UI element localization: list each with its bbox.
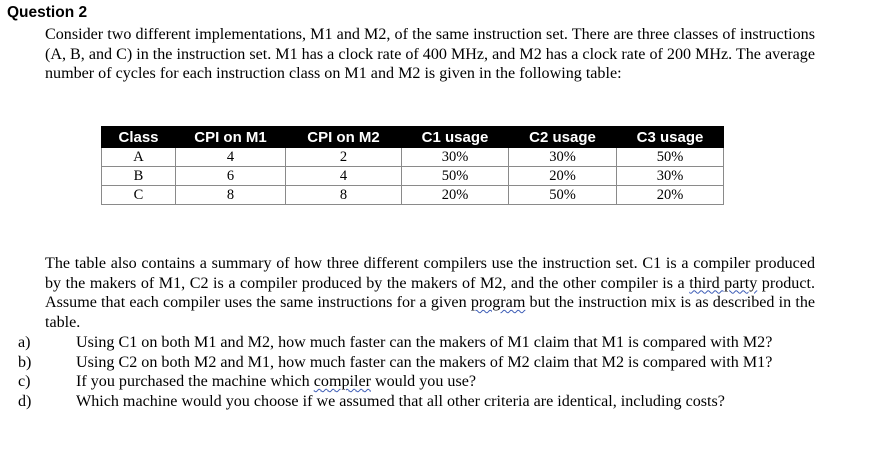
item-text: Using C1 on both M1 and M2, how much faster can the makers of M1 claim that M1 is compared with M2? (76, 334, 773, 351)
table-cell: 20% (402, 186, 509, 205)
table-cell: 2 (286, 148, 402, 167)
table-cell: 8 (176, 186, 286, 205)
item-text: Which machine would you choose if we assumed that all other criteria are identical, including costs? (76, 392, 725, 410)
summary-text: product. Assume that each compiler uses the same instructions for a given (45, 274, 815, 311)
intro-paragraph: Consider two different implementations, M1 and M2, of the same instruction set. There are three classes of instructions (A, B, and C) in the instruction set. M1 has a clock rate of 400 MHz, and M2 has a clock rate of 200 MHz. The average number of cycles for each instruction class on M1 and M2 is given in the following table: (45, 26, 815, 82)
summary-text: The table also contains a summary of how three different compilers use the instruction set. C1 is a compiler produced by the makers of M1, C2 is a compiler produced by the makers of M2, and the other compiler is a (45, 255, 815, 292)
table-row (102, 186, 724, 205)
spellcheck-flagged-text[interactable]: compiler (313, 373, 371, 390)
summary-text: but the instruction mix is as described in the table. (45, 294, 816, 331)
table-cell: 6 (176, 167, 286, 186)
table-cell: 30% (509, 148, 617, 167)
item-label: b) (18, 353, 32, 371)
item-text-part: would you use? (370, 373, 476, 390)
list-item (18, 333, 818, 353)
cpi-usage-table (101, 126, 724, 205)
table-cell: 30% (617, 167, 724, 186)
table-row (102, 167, 724, 186)
list-item (18, 392, 818, 412)
item-text-part: If you purchased the machine which (76, 373, 314, 390)
table-cell: 50% (617, 148, 724, 167)
table-cell: 50% (509, 186, 617, 205)
question-heading: Question 2 (7, 4, 88, 21)
item-text: Using C2 on both M2 and M1, how much faster can the makers of M2 claim that M2 is compared with M1? (76, 353, 773, 371)
item-label: a) (18, 334, 31, 351)
summary-paragraph (45, 254, 815, 332)
list-item (18, 353, 818, 373)
table-row (102, 148, 724, 167)
table-cell: 20% (617, 186, 724, 205)
header-c2-usage: C2 usage (509, 127, 617, 148)
item-label: d) (18, 392, 32, 410)
table-cell: 8 (286, 186, 402, 205)
table-cell: 30% (402, 148, 509, 167)
item-text (76, 372, 818, 392)
item-label: c) (18, 373, 31, 390)
table-cell: C (102, 186, 176, 205)
table-cell: 20% (509, 167, 617, 186)
header-cpi-m1: CPI on M1 (176, 127, 286, 148)
question-list (18, 333, 818, 411)
table-cell: B (102, 167, 176, 186)
header-c3-usage: C3 usage (617, 127, 724, 148)
header-c1-usage: C1 usage (402, 127, 509, 148)
table-header-row (102, 127, 724, 148)
table-cell: 4 (176, 148, 286, 167)
table-cell: A (102, 148, 176, 167)
table-cell: 50% (402, 167, 509, 186)
header-class: Class (102, 127, 176, 148)
spellcheck-flagged-text[interactable]: third party (689, 274, 758, 292)
list-item (18, 372, 818, 392)
table-cell: 4 (286, 167, 402, 186)
spellcheck-flagged-text[interactable]: program (470, 294, 526, 311)
header-cpi-m2: CPI on M2 (286, 127, 402, 148)
